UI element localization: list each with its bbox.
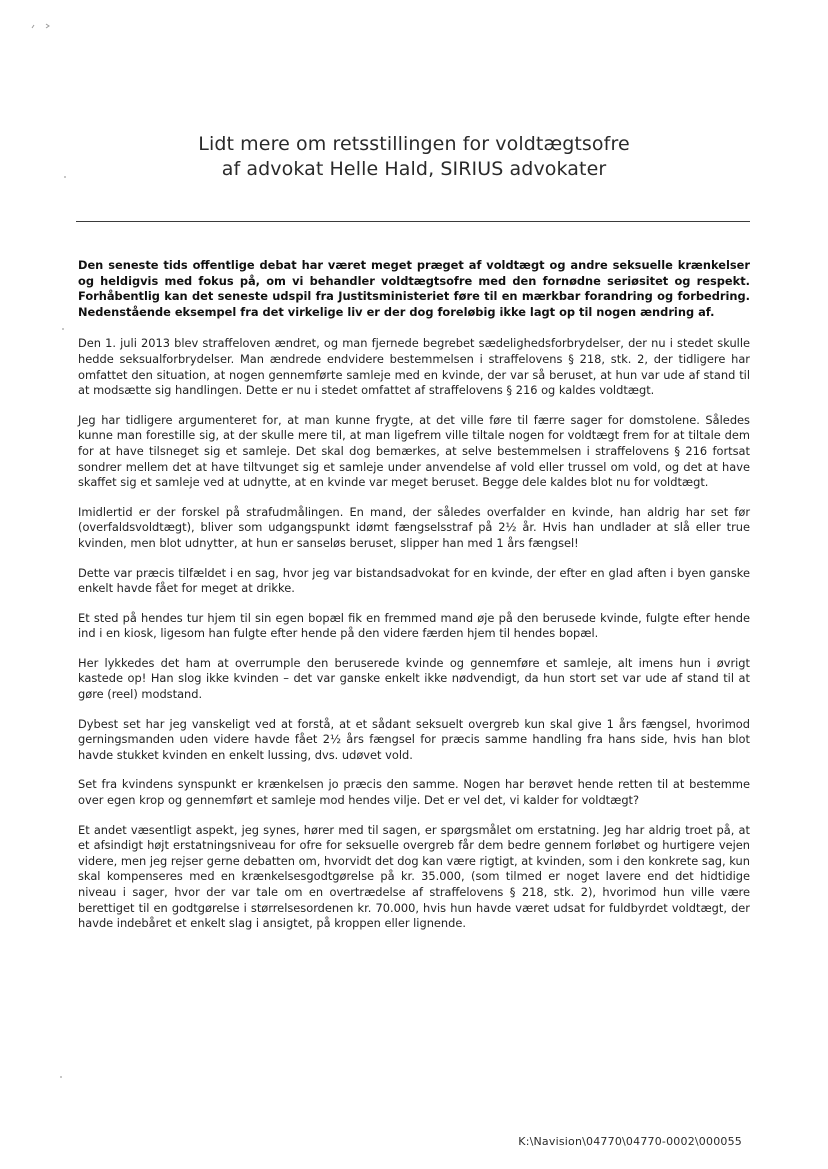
paragraph-5: Et sted på hendes tur hjem til sin egen bopæl fik en fremmed mand øje på den berusede kvinde, fulgte efter hende ind i en kiosk, ligesom han fulgte efter hende på den videre færden hjem til hendes bopæl. bbox=[78, 610, 750, 641]
paragraph-9: Et andet væsentligt aspekt, jeg synes, hører med til sagen, er spørgsmålet om erstatning. Jeg har aldrig troet på, at et afsindigt højt erstatningsniveau for ofre for seksuelle overgreb får dem bedre gennem forløbet og hurtigere vejen videre, men jeg rejser gerne debatten om, hvorvidt det dog kan være rigtigt, at kvinden, som i den konkrete sag, kun skal kompenseres med en krænkelsesgodtgørelse på kr. 35.000, (som tilmed er noget lavere end det hidtidige niveau i sager, hvor der var tale om en overtrædelse af straffelovens § 218, stk. 2), hvorimod hun ville være berettiget til en godtgørelse i størrelsesordenen kr. 70.000, hvis hun havde været udsat for fuldbyrdet voldtægt, der havde indebåret et enkelt slag i ansigtet, på kroppen eller lignende. bbox=[78, 822, 750, 931]
document-title bbox=[0, 132, 828, 182]
title-line-1: Lidt mere om retsstillingen for voldtægtsofre bbox=[198, 133, 630, 155]
scan-mark-icon bbox=[30, 18, 90, 32]
title-divider bbox=[76, 221, 750, 222]
paragraph-3: Imidlertid er der forskel på strafudmålingen. En mand, der således overfalder en kvinde, han aldrig har set før (overfaldsvoldtægt), bliver som udgangspunkt idømt fængselsstraf på 2½ år. Hvis han undlader at slå eller true kvinden, men blot udnytter, at hun er sanseløs beruset, slipper han med 1 års fængsel! bbox=[78, 504, 750, 550]
paragraph-6: Her lykkedes det ham at overrumple den beruserede kvinde og gennemføre et samleje, alt imens hun i øvrigt kastede op! Han slog ikke kvinden – det var ganske enkelt ikke nødvendigt, da hun stort set var ude af stand til at gøre (reel) modstand. bbox=[78, 655, 750, 702]
paragraph-1: Den 1. juli 2013 blev straffeloven ændret, og man fjernede begrebet sædelighedsforbrydelser, der nu i stedet skulle hedde seksualforbrydelser. Man ændrede endvidere bestemmelsen i straffelovens § 218, stk. 2, der tidligere har omfattet den situation, at nogen gennemførte samleje med en kvinde, der var så beruset, at hun var ude af stand til at modsætte sig handlingen. Dette er nu i stedet omfattet af straffelovens § 216 og kaldes voldtægt. bbox=[78, 336, 750, 398]
scan-speck bbox=[60, 1076, 62, 1078]
lead-paragraph: Den seneste tids offentlige debat har været meget præget af voldtægt og andre seksuelle krænkelser og heldigvis med fokus på, om vi behandler voldtægtsofre med den fornødne seriøsitet og respekt. Forhåbentlig kan det seneste udspil fra Justitsministeriet føre til en mærkbar forandring og forbedring. Nedenstående eksempel fra det virkelige liv er der dog foreløbig ikke lagt op til nogen ændring af. bbox=[78, 258, 750, 319]
paragraph-2: Jeg har tidligere argumenteret for, at man kunne frygte, at det ville føre til færre sager for domstolene. Således kunne man forestille sig, at der skulle mere til, at man ligefrem ville tiltale nogen for voldtægt frem for at tiltale dem for at have tilsneget sig et samleje. Det skal dog bemærkes, at selve bestemmelsen i straffelovens § 216 fortsat sondrer mellem det at have tiltvunget sig et samleje under anvendelse af vold eller trussel om vold, og det at have skaffet sig et samleje ved at udnytte, at en kvinde var meget beruset. Begge dele kaldes blot nu for voldtægt. bbox=[78, 412, 750, 490]
paragraph-8: Set fra kvindens synspunkt er krænkelsen jo præcis den samme. Nogen har berøvet hende retten til at bestemme over egen krop og gennemført et samleje mod hendes vilje. Det er vel det, vi kalder for voldtægt? bbox=[78, 777, 750, 808]
paragraph-7: Dybest set har jeg vanskeligt ved at forstå, at et sådant seksuelt overgreb kun skal give 1 års fængsel, hvorimod gerningsmanden uden videre havde fået 2½ års fængsel for præcis samme handling fra hans side, hvis han blot havde stukket kvinden en enkelt lussing, dvs. udøvet vold. bbox=[78, 716, 750, 762]
scan-speck bbox=[64, 176, 66, 178]
file-path-footer: K:\Navision\04770\04770-0002\000055 bbox=[518, 1135, 742, 1148]
article-body bbox=[78, 258, 750, 946]
title-line-2: af advokat Helle Hald, SIRIUS advokater bbox=[221, 158, 607, 180]
scan-speck bbox=[62, 328, 64, 330]
paragraph-4: Dette var præcis tilfældet i en sag, hvor jeg var bistandsadvokat for en kvinde, der efter en glad aften i byen ganske enkelt havde fået for meget at drikke. bbox=[78, 565, 750, 596]
